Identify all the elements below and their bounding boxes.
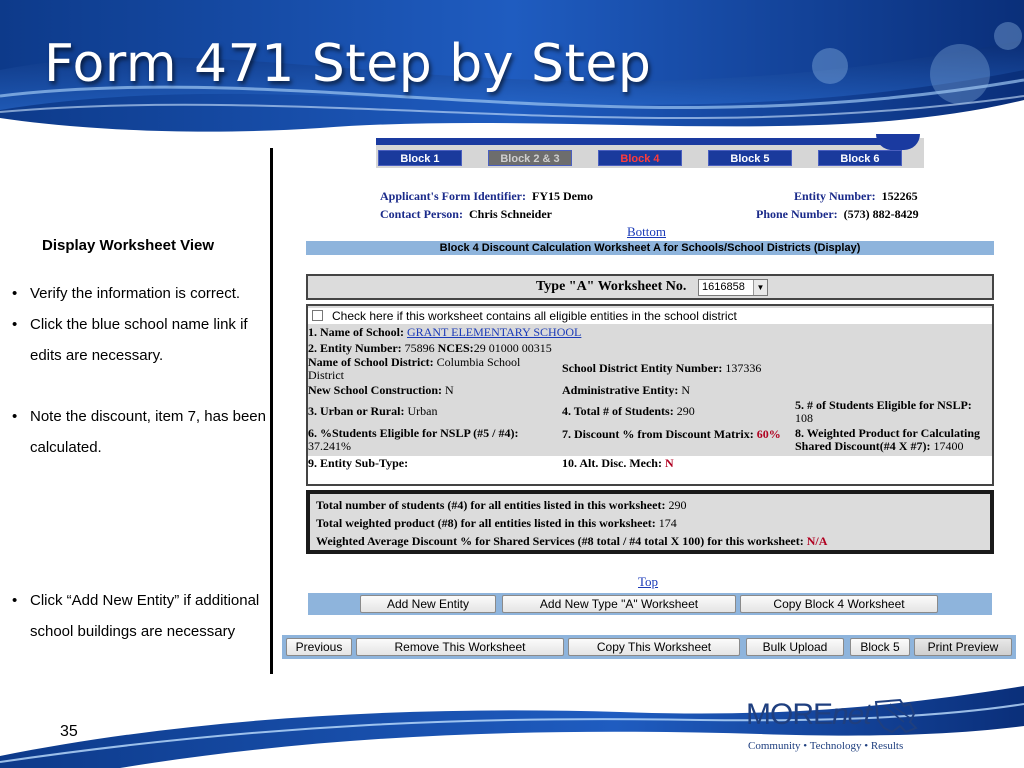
weighted-average-discount-line <box>316 534 827 549</box>
total-students-line <box>316 498 686 513</box>
worksheet-totals-box <box>306 490 994 554</box>
phone-number-value: (573) 882-8429 <box>843 207 919 221</box>
tab-block-6[interactable]: Block 6 <box>818 150 902 166</box>
header-entity-number-label: Entity Number: <box>794 189 876 203</box>
all-entities-check-label: Check here if this worksheet contains all eligible entities in the school district <box>332 309 737 323</box>
all-entities-check-row <box>308 308 992 324</box>
field-administrative-entity <box>562 384 690 397</box>
note-text: Verify the information is correct. <box>30 285 241 302</box>
field-label: Name of School District: <box>308 355 434 369</box>
field-value: 60% <box>756 427 781 441</box>
field-label: 6. %Students Eligible for NSLP (#5 / #4): <box>308 426 519 440</box>
field-alt-disc-mech <box>562 457 674 470</box>
copy-this-worksheet-button[interactable]: Copy This Worksheet <box>568 638 740 656</box>
field-value: 29 01000 00315 <box>473 341 552 355</box>
tab-block-4[interactable]: Block 4 <box>598 150 682 166</box>
field-label: 5. # of Students Eligible for NSLP: <box>795 398 972 412</box>
field-value: Columbia School District <box>308 355 521 382</box>
field-label: 9. Entity Sub-Type: <box>308 456 409 470</box>
total-value: 174 <box>658 516 677 530</box>
field-value: 37.241% <box>308 439 351 453</box>
bullet-icon: • <box>12 316 18 333</box>
phone-number <box>756 207 919 222</box>
add-new-type-a-worksheet-button[interactable]: Add New Type "A" Worksheet <box>502 595 736 613</box>
field-value: 108 <box>795 411 813 425</box>
field-weighted-product <box>795 427 991 453</box>
slide-title: Form 471 Step by Step <box>44 34 652 94</box>
worksheet-number-label: Type "A" Worksheet No. <box>536 279 687 294</box>
bullet-icon: • <box>12 592 18 609</box>
add-new-entity-button[interactable]: Add New Entity <box>360 595 496 613</box>
school-name-link[interactable]: GRANT ELEMENTARY SCHOOL <box>407 325 582 339</box>
total-label: Weighted Average Discount % for Shared Services (#8 total / #4 total X 100) for this worksheet: <box>316 534 804 548</box>
contact-person <box>380 207 552 222</box>
note-text: Click “Add New Entity” if additional school buildings are necessary <box>30 592 260 640</box>
note-bullet-discount <box>12 401 270 463</box>
field-label: 10. Alt. Disc. Mech: <box>562 456 662 470</box>
field-value: Urban <box>407 404 438 418</box>
field-value: N <box>445 383 454 397</box>
tab-block-1[interactable]: Block 1 <box>378 150 462 166</box>
total-value: N/A <box>806 534 828 548</box>
field-urban-rural <box>308 405 437 418</box>
phone-number-label: Phone Number: <box>756 207 838 221</box>
field-label: 2. Entity Number: <box>308 341 402 355</box>
worksheet-number-select[interactable] <box>698 279 768 296</box>
field-district-entity-number <box>562 362 761 375</box>
field-label: 1. Name of School: <box>308 325 404 339</box>
field-value: 137336 <box>725 361 762 375</box>
logo-wordmark-part2: net <box>832 698 871 731</box>
field-nslp-students <box>795 399 991 425</box>
applicant-form-identifier <box>380 189 593 204</box>
logo-wordmark-part1: MORE <box>746 698 832 731</box>
tab-block-5[interactable]: Block 5 <box>708 150 792 166</box>
header-entity-number <box>794 189 918 204</box>
total-label: Total number of students (#4) for all entities listed in this worksheet: <box>316 498 666 512</box>
total-label: Total weighted product (#8) for all entities listed in this worksheet: <box>316 516 656 530</box>
all-entities-checkbox[interactable] <box>312 310 323 321</box>
field-new-construction <box>308 384 454 397</box>
field-label: 7. Discount % from Discount Matrix: <box>562 427 754 441</box>
print-preview-button[interactable]: Print Preview <box>914 638 1012 656</box>
worksheet-number-value: 1616858 <box>702 281 745 293</box>
block-5-button[interactable]: Block 5 <box>850 638 910 656</box>
page-number: 35 <box>60 723 78 740</box>
field-label: NCES: <box>437 341 474 355</box>
remove-this-worksheet-button[interactable]: Remove This Worksheet <box>356 638 564 656</box>
block-tabs-topline <box>376 138 896 145</box>
morenet-logo <box>746 692 926 762</box>
bulk-upload-button[interactable]: Bulk Upload <box>746 638 844 656</box>
block-4-title-strip: Block 4 Discount Calculation Worksheet A for Schools/School Districts (Display) <box>306 241 994 255</box>
field-value: 290 <box>676 404 695 418</box>
note-bullet-click-link <box>12 309 270 371</box>
field-label: 8. Weighted Product for Calculating Shared Discount(#4 X #7): <box>795 426 981 453</box>
form-471-screenshot <box>278 134 1024 674</box>
field-value: 17400 <box>933 439 964 453</box>
logo-wordmark <box>746 698 871 732</box>
field-value: N <box>681 383 690 397</box>
bottom-link[interactable]: Bottom <box>627 224 667 239</box>
field-school-district <box>308 356 540 382</box>
total-weighted-product-line <box>316 516 677 531</box>
field-value: 75896 <box>404 341 435 355</box>
applicant-form-identifier-label: Applicant's Form Identifier: <box>380 189 526 203</box>
missouri-state-icon <box>870 692 920 738</box>
entity-details-box <box>306 304 994 486</box>
top-link[interactable]: Top <box>638 574 659 589</box>
field-total-students <box>562 405 695 418</box>
navigation-actions-bar <box>282 635 1016 659</box>
contact-person-label: Contact Person: <box>380 207 463 221</box>
note-text: Note the discount, item 7, has been calculated. <box>30 408 266 456</box>
field-label: 4. Total # of Students: <box>562 404 674 418</box>
worksheet-actions-bar <box>308 593 992 615</box>
field-label: 3. Urban or Rural: <box>308 404 405 418</box>
field-value: N <box>664 456 674 470</box>
field-pct-nslp <box>308 427 558 453</box>
total-value: 290 <box>668 498 687 512</box>
chevron-down-icon[interactable]: ▼ <box>753 280 767 295</box>
field-label: New School Construction: <box>308 383 442 397</box>
field-discount <box>562 428 781 441</box>
field-entity-number <box>308 342 552 355</box>
notes-divider <box>270 148 273 674</box>
copy-block-4-worksheet-button[interactable]: Copy Block 4 Worksheet <box>740 595 938 613</box>
field-name-of-school <box>308 326 581 339</box>
contact-person-value: Chris Schneider <box>468 207 552 221</box>
bullet-icon: • <box>12 408 18 425</box>
worksheet-number-box <box>306 274 994 300</box>
logo-tagline: Community • Technology • Results <box>748 740 904 752</box>
previous-button[interactable]: Previous <box>286 638 352 656</box>
field-label: School District Entity Number: <box>562 361 723 375</box>
header-entity-number-value: 152265 <box>881 189 918 203</box>
note-bullet-verify <box>12 278 270 309</box>
field-label: Administrative Entity: <box>562 383 679 397</box>
tab-block-2-3[interactable]: Block 2 & 3 <box>488 150 572 166</box>
applicant-form-identifier-value: FY15 Demo <box>532 189 593 203</box>
bullet-icon: • <box>12 285 18 302</box>
note-text: Click the blue school name link if edits are necessary. <box>30 316 248 364</box>
field-entity-subtype <box>308 457 408 470</box>
notes-heading: Display Worksheet View <box>42 237 215 254</box>
note-bullet-add-entity <box>12 585 270 647</box>
